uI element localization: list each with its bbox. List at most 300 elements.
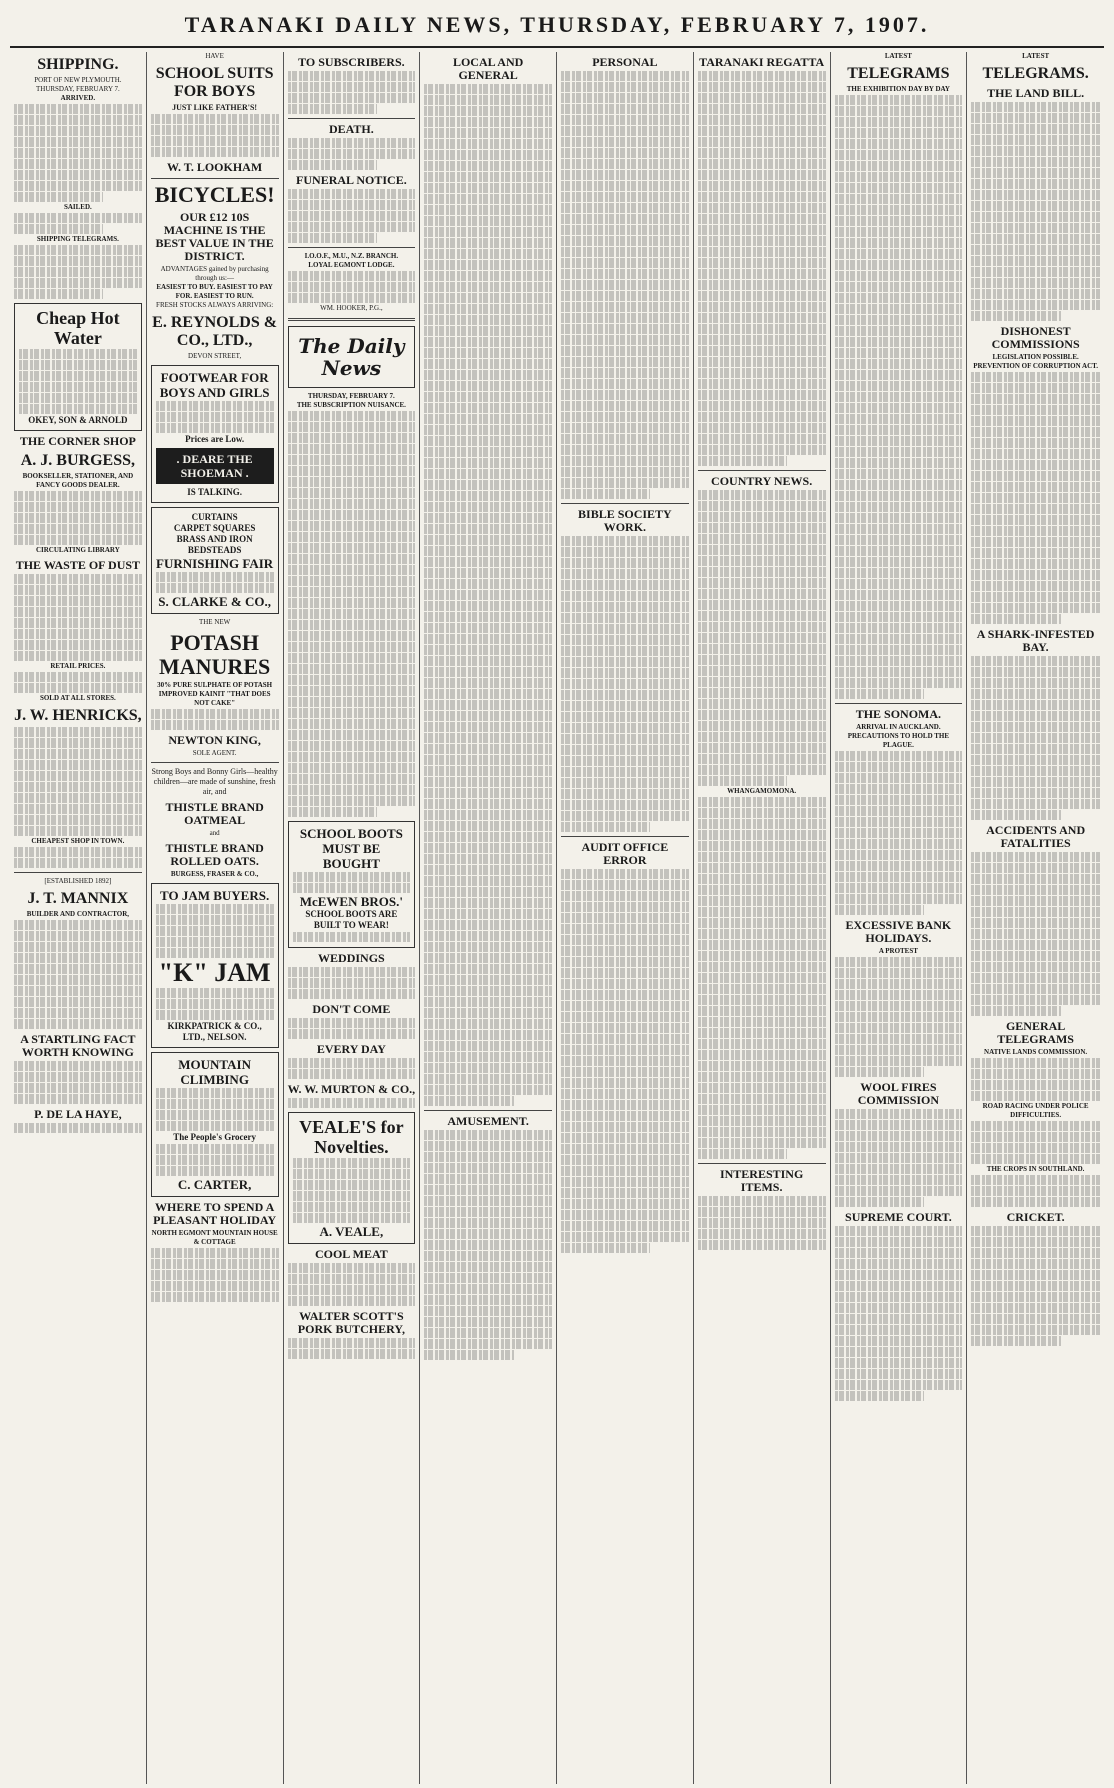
telegrams-heading-2: TELEGRAMS. [982,65,1089,82]
text-line [561,613,689,623]
text-line [698,600,826,610]
text-line [835,568,963,578]
text-line [561,712,689,722]
text-line [971,962,1100,972]
text-line [156,1110,274,1120]
text-line [561,445,689,455]
text-line [835,557,963,567]
text-line [835,381,963,391]
text-line [151,147,279,157]
text-line [14,192,103,202]
text-line [424,150,552,160]
text-line [698,490,826,500]
text-line [561,913,689,923]
text-line [561,1089,689,1099]
text-line [561,1122,689,1132]
text-line [971,592,1100,602]
text-line [698,291,826,301]
text-line [424,1052,552,1062]
text-line [561,181,689,191]
text-line [698,258,826,268]
text-line [835,601,963,611]
text-line [835,1023,963,1033]
text-line [698,1105,826,1115]
text-line [561,591,689,601]
text-line [424,645,552,655]
text-line [14,289,103,299]
text-line [14,629,142,639]
text-line [971,788,1100,798]
text-line [424,744,552,754]
text-line [835,293,963,303]
subscription-nuisance: THE SUBSCRIPTION NUISANCE. [296,401,406,409]
column-5 [557,52,694,1784]
text-line [698,1083,826,1093]
text-line [698,104,826,114]
text-line [835,656,963,666]
text-line [698,203,826,213]
text-line [288,978,416,988]
text-line [14,170,142,180]
text-line [835,315,963,325]
text-line [561,1133,689,1143]
text-line [156,1088,274,1098]
text-line [561,635,689,645]
text-line [698,655,826,665]
text-line [424,623,552,633]
where-spend: WHERE TO SPEND A PLEASANT HOLIDAY [153,1200,277,1227]
text-line [835,491,963,501]
text-line [288,785,416,795]
text-line [835,828,963,838]
arrived-label: ARRIVED. [60,94,96,102]
text-line [424,326,552,336]
text-line [14,858,142,868]
text-line [561,690,689,700]
text-line [835,979,963,989]
text-line [151,125,279,135]
text-line [835,458,963,468]
clarke-name: S. CLARKE & CO., [158,594,271,609]
text-line [14,931,142,941]
footwear-title: FOOTWEAR FOR BOYS AND GIRLS [159,370,270,400]
text-line [288,741,416,751]
text-line [698,907,826,917]
text-line [561,1045,689,1055]
text-line [424,821,552,831]
text-line [971,245,1100,255]
curtains-label: CURTAINS [191,512,238,522]
text-line [971,1248,1100,1258]
text-line [698,1207,826,1217]
text-line [561,756,689,766]
text-line [698,633,826,643]
sold-at-all: SOLD AT ALL STORES. [39,694,116,702]
haye-name: P. DE LA HAYE, [34,1107,122,1121]
text-line [156,1099,274,1109]
text-line [971,234,1100,244]
corner-shop-heading: THE CORNER SHOP [19,434,136,448]
shark-bay: A SHARK-INFESTED BAY. [976,627,1095,654]
text-line [424,227,552,237]
text-line [971,311,1061,321]
text-line [424,337,552,347]
prevention: PREVENTION OF CORRUPTION ACT. [973,362,1099,370]
text-line [19,349,137,359]
easiest: EASIEST TO BUY. EASIEST TO PAY FOR. EASIEST TO RUN. [156,283,273,300]
text-line [835,784,963,794]
text-line [698,82,826,92]
text-line [424,172,552,182]
text-line [698,797,826,807]
hooker: WM. HOOKER, P.G., [320,304,383,312]
text-line [698,137,826,147]
text-line [835,990,963,1000]
text-line [835,513,963,523]
text-line [698,225,826,235]
text-line [424,1295,552,1305]
text-line [424,128,552,138]
text-line [835,817,963,827]
text-line [971,777,1100,787]
text-line [424,909,552,919]
text-line [156,915,274,925]
text-line [835,1248,963,1258]
text-line [14,181,142,191]
text-line [971,711,1100,721]
text-line [561,1067,689,1077]
text-line [971,656,1100,666]
crops-southland: THE CROPS IN SOUTHLAND. [986,1165,1085,1173]
divider [151,178,279,179]
text-line [19,393,137,403]
text-line [971,256,1100,266]
text-line [288,967,416,977]
text-line [288,1018,416,1028]
text-line [561,434,689,444]
weddings: WEDDINGS [318,951,385,965]
text-line [698,841,826,851]
text-line [288,653,416,663]
text-line [698,456,787,466]
text-line [156,423,274,433]
text-line [698,666,826,676]
text-line [288,433,416,443]
text-line [424,1152,552,1162]
text-line [835,172,963,182]
text-line [698,1127,826,1137]
brass-label: BRASS AND IRON BEDSTEADS [176,534,253,555]
text-line [14,953,142,963]
kirkpatrick: KIRKPATRICK & CO., LTD., NELSON. [167,1021,262,1042]
text-line [424,898,552,908]
text-line [561,891,689,901]
jam-buyers: TO JAM BUYERS. [160,888,270,903]
text-line [835,128,963,138]
text-line [561,115,689,125]
text-line [424,656,552,666]
text-line [698,1138,826,1148]
text-line [424,876,552,886]
text-line [835,1056,963,1066]
text-line [288,774,416,784]
text-line [698,379,826,389]
text-line [424,953,552,963]
text-line [698,940,826,950]
text-line [156,937,274,947]
text-line [288,620,416,630]
text-line [561,624,689,634]
text-line [424,381,552,391]
text-line [424,370,552,380]
text-line [971,135,1100,145]
masthead: TARANAKI DAILY NEWS, THURSDAY, FEBRUARY 7, 1907. [10,6,1104,48]
ioof: I.O.O.F., M.U., N.Z. BRANCH. [304,252,399,260]
text-line [698,951,826,961]
text-line [561,558,689,568]
text-line [561,602,689,612]
text-line [971,1281,1100,1291]
text-line [288,138,416,148]
text-line [14,804,142,814]
text-line [971,1292,1100,1302]
text-line [698,1229,826,1239]
text-line [971,223,1100,233]
text-line [288,233,377,243]
text-line [971,201,1100,211]
text-line [288,477,416,487]
text-line [835,436,963,446]
text-line [835,1197,924,1207]
text-line [698,1028,826,1038]
text-line [835,762,963,772]
text-line [561,990,689,1000]
text-line [835,968,963,978]
text-line [971,1226,1100,1236]
text-line [835,403,963,413]
text-line [561,1023,689,1033]
text-line [14,245,142,255]
text-line [698,611,826,621]
death-heading: DEATH. [328,122,374,136]
text-line [971,581,1100,591]
jam-ad [151,883,279,1048]
text-line [561,1155,689,1165]
text-line [156,572,274,582]
school-boots: SCHOOL BOOTS MUST BE BOUGHT [299,826,403,871]
text-line [424,1185,552,1195]
text-line [424,931,552,941]
daily-news-nameplate [288,326,416,388]
exhibition: THE EXHIBITION DAY BY DAY [846,85,950,93]
text-line [971,449,1100,459]
text-line [151,709,279,719]
text-line [424,183,552,193]
text-line [424,722,552,732]
text-line [835,183,963,193]
text-line [424,392,552,402]
text-line [971,1325,1100,1335]
text-line [835,894,963,904]
deare-banner: . DEARE THE SHOEMAN . [156,448,274,484]
text-line [971,1270,1100,1280]
text-line [971,603,1100,613]
text-line [835,1142,963,1152]
text-line [14,1094,142,1104]
text-line [835,1314,963,1324]
text-line [971,1336,1061,1346]
text-line [971,733,1100,743]
text-line [424,1074,552,1084]
text-line [288,1098,416,1108]
text-line [835,95,963,105]
text-line [971,1069,1100,1079]
shipping-heading: SHIPPING. [37,56,119,73]
text-line [835,139,963,149]
text-line [698,192,826,202]
column-8 [967,52,1104,1784]
text-line [835,502,963,512]
text-line [561,1144,689,1154]
text-line [14,1123,142,1133]
waste-dust-heading: THE WASTE OF DUST [15,558,141,572]
text-line [151,720,279,730]
text-line [971,755,1100,765]
text-line [971,427,1100,437]
text-line [424,997,552,1007]
text-line [561,547,689,557]
advantages: ADVANTAGES gained by purchasing through us:— [160,265,269,282]
text-line [293,1202,411,1212]
text-line [14,964,142,974]
text-line [561,489,650,499]
text-line [424,920,552,930]
text-line [424,216,552,226]
text-line [151,1259,279,1269]
text-line [424,315,552,325]
text-line [14,574,142,584]
text-line [835,634,963,644]
text-line [835,1034,963,1044]
text-line [424,414,552,424]
protest: A PROTEST [878,947,918,955]
text-line [698,589,826,599]
text-line [971,124,1100,134]
text-line [424,700,552,710]
text-line [156,1166,274,1176]
text-line [424,425,552,435]
potash-heading: POTASH MANURES [159,630,271,679]
text-line [971,278,1100,288]
text-line [971,405,1100,415]
text-line [561,1111,689,1121]
text-line [561,192,689,202]
startling-heading: A STARTLING FACT WORTH KNOWING [20,1032,136,1059]
every-day: EVERY DAY [316,1042,386,1056]
text-line [424,106,552,116]
text-line [14,997,142,1007]
text-line [698,973,826,983]
text-line [288,82,416,92]
text-line [835,1131,963,1141]
text-line [561,569,689,579]
text-line [424,854,552,864]
text-line [424,733,552,743]
text-line [424,161,552,171]
text-line [971,810,1061,820]
thistle-rolled-oats: THISTLE BRAND ROLLED OATS. [165,841,264,868]
text-line [698,423,826,433]
text-line [698,896,826,906]
text-line [424,1251,552,1261]
text-line [835,806,963,816]
text-line [288,708,416,718]
text-line [835,425,963,435]
text-line [835,1347,963,1357]
text-line [14,815,142,825]
text-line [971,907,1100,917]
text-line [698,346,826,356]
text-line [424,1218,552,1228]
text-line [698,863,826,873]
text-line [835,161,963,171]
text-line [971,372,1100,382]
text-line [698,688,826,698]
strong-boys: Strong Boys and Bonny Girls—healthy children—are made of sunshine, fresh air, and [151,767,278,796]
text-line [424,480,552,490]
text-line [835,1164,963,1174]
text-line [424,469,552,479]
text-line [698,808,826,818]
divider [288,247,416,248]
text-line [424,1262,552,1272]
text-line [424,458,552,468]
text-line [561,957,689,967]
text-line [835,205,963,215]
text-line [971,700,1100,710]
text-line [835,370,963,380]
text-line [424,766,552,776]
text-line [561,734,689,744]
text-line [971,168,1100,178]
text-line [14,651,142,661]
text-line [14,256,142,266]
text-line [293,932,411,942]
legislation: LEGISLATION POSSIBLE. [992,353,1079,361]
text-line [698,1094,826,1104]
text-line [561,357,689,367]
text-line [293,1158,411,1168]
text-line [561,126,689,136]
text-line [424,568,552,578]
text-line [561,1012,689,1022]
text-line [288,642,416,652]
text-line [835,1175,963,1185]
text-line [424,1229,552,1239]
text-line [835,1270,963,1280]
text-line [293,1213,411,1223]
text-line [424,1030,552,1040]
text-line [971,190,1100,200]
text-line [424,755,552,765]
text-line [971,300,1100,310]
text-line [151,1292,279,1302]
whangamomona: WHANGAMOMONA. [727,787,797,795]
henricks-name: J. W. HENRICKS, [14,707,142,724]
supreme-court: SUPREME COURT. [845,1210,952,1224]
text-line [288,587,416,597]
text-line [293,883,411,893]
